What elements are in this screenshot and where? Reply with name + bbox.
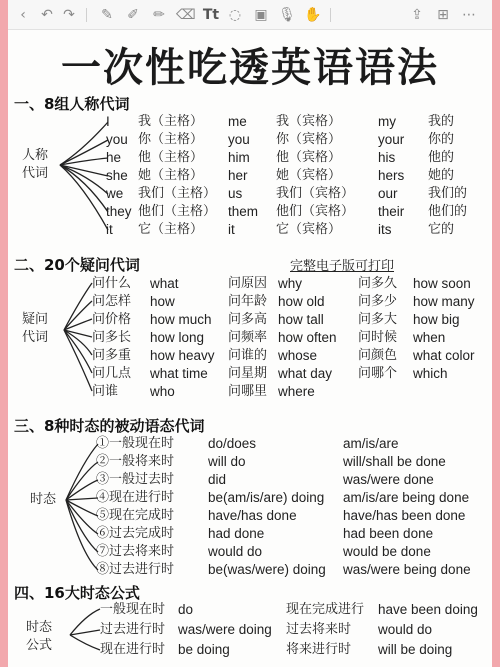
tense-name: ①一般现在时	[96, 436, 175, 451]
marker-icon[interactable]: ✏	[153, 7, 165, 23]
pronoun-object: him	[228, 150, 250, 165]
section-4-heading: 四、16大时态公式	[14, 584, 140, 602]
pronoun-possessive-meaning: 你的	[428, 132, 455, 147]
pronoun-object-meaning: 我（宾格）	[276, 114, 342, 129]
pronoun-subject-meaning: 它（主格）	[138, 222, 204, 237]
question-meaning: 问多少	[358, 294, 398, 309]
pronoun-possessive-meaning: 它的	[428, 222, 455, 237]
tense-name: ②一般将来时	[96, 454, 175, 469]
question-meaning: 问谁的	[228, 348, 268, 363]
pronoun-subject: he	[106, 150, 122, 165]
pronoun-subject: we	[106, 186, 124, 201]
pronoun-possessive-meaning: 我的	[428, 114, 455, 129]
tense-formula: was/were doing	[178, 622, 272, 637]
section-1-heading: 一、8组人称代词	[14, 95, 130, 113]
pronoun-possessive: his	[378, 150, 396, 165]
question-word: how often	[278, 330, 337, 345]
tense-formula: have been doing	[378, 602, 478, 617]
pronoun-object: it	[228, 222, 235, 237]
section-3-heading: 三、8种时态的被动语态代词	[14, 417, 205, 435]
question-word: how tall	[278, 312, 324, 327]
pronoun-possessive-meaning: 他们的	[428, 204, 468, 219]
question-word: what color	[413, 348, 475, 363]
passive-form: will/shall be done	[343, 454, 446, 469]
pronoun-object-meaning: 它（宾格）	[276, 222, 342, 237]
question-meaning: 问多大	[358, 312, 398, 327]
active-form: had done	[208, 526, 265, 541]
pronoun-subject-meaning: 我（主格）	[138, 114, 204, 129]
question-meaning: 问什么	[92, 276, 132, 291]
pronoun-subject: she	[106, 168, 128, 183]
question-meaning: 问多重	[92, 348, 132, 363]
grid-icon[interactable]: ⊞	[437, 7, 449, 23]
text-icon[interactable]: Tt	[202, 7, 220, 23]
passive-form: was/were done	[343, 472, 434, 487]
pronoun-object: you	[228, 132, 250, 147]
question-meaning: 问多高	[228, 312, 268, 327]
pronoun-possessive-meaning: 我们的	[428, 186, 468, 201]
active-form: will do	[208, 454, 246, 469]
eraser-icon[interactable]: ⌫	[176, 7, 196, 23]
question-meaning: 问怎样	[92, 294, 132, 309]
pronoun-possessive-meaning: 他的	[428, 150, 455, 165]
tense-name: ④现在进行时	[96, 490, 175, 505]
question-meaning: 问频率	[228, 330, 268, 345]
pronoun-object-meaning: 你（宾格）	[276, 132, 342, 147]
passive-form: was/were being done	[343, 562, 471, 577]
tense-formula: do	[178, 602, 194, 617]
question-word: what day	[278, 366, 333, 381]
pronoun-possessive: hers	[378, 168, 405, 183]
active-form: be(am/is/are) doing	[208, 490, 325, 505]
question-meaning: 问多长	[92, 330, 132, 345]
question-meaning: 问颜色	[358, 348, 398, 363]
tense-name: 现在完成进行	[286, 602, 365, 617]
question-word: how long	[150, 330, 205, 345]
pronoun-object-meaning: 他（宾格）	[276, 150, 342, 165]
pronoun-subject: I	[106, 114, 110, 129]
section-1-label: 代词	[22, 166, 49, 181]
pronoun-object: her	[228, 168, 248, 183]
question-meaning: 问时候	[358, 330, 398, 345]
pronoun-possessive: its	[378, 222, 392, 237]
page-title: 一次性吃透英语语法	[61, 45, 439, 91]
active-form: did	[208, 472, 227, 487]
question-word: how big	[413, 312, 460, 327]
tense-name: 过去进行时	[100, 622, 166, 637]
section-4-label: 公式	[26, 638, 53, 653]
redo-icon[interactable]: ↷	[63, 7, 75, 23]
back-icon[interactable]: ‹	[20, 7, 26, 23]
pronoun-object: them	[228, 204, 259, 219]
tense-name: ⑤现在完成时	[96, 508, 175, 523]
pronoun-subject-meaning: 你（主格）	[138, 132, 204, 147]
section-3-label: 时态	[30, 492, 57, 507]
question-meaning: 问星期	[228, 366, 268, 381]
active-form: be(was/were) doing	[208, 562, 326, 577]
tense-name: ⑥过去完成时	[96, 526, 175, 541]
tense-name: 将来进行时	[286, 642, 352, 657]
hand-icon[interactable]: ✋	[304, 7, 322, 23]
section-2-heading: 二、20个疑问代词	[14, 256, 140, 274]
tense-name: 一般现在时	[100, 602, 166, 617]
lasso-icon[interactable]: ◌	[228, 7, 242, 23]
section-2-label: 疑问	[22, 312, 49, 327]
question-meaning: 问哪个	[358, 366, 398, 381]
tense-formula: be doing	[178, 642, 230, 657]
passive-form: would be done	[343, 544, 431, 559]
tense-name: ③一般过去时	[96, 472, 175, 487]
question-meaning: 问年龄	[228, 294, 268, 309]
highlighter-icon[interactable]: ✐	[127, 7, 139, 23]
tense-name: 过去将来时	[286, 622, 352, 637]
tense-name: 现在进行时	[100, 642, 166, 657]
question-meaning: 问谁	[92, 384, 119, 399]
question-word: where	[278, 384, 315, 399]
pronoun-possessive: our	[378, 186, 398, 201]
question-word: what time	[150, 366, 208, 381]
question-meaning: 问几点	[92, 366, 132, 381]
question-word: whose	[278, 348, 318, 363]
passive-form: am/is/are being done	[343, 490, 470, 505]
pronoun-subject-meaning: 他们（主格）	[138, 204, 217, 219]
tense-formula: would do	[378, 622, 433, 637]
pronoun-object: us	[228, 186, 243, 201]
question-meaning: 问原因	[228, 276, 268, 291]
section-4-label: 时态	[26, 620, 53, 635]
pronoun-subject-meaning: 我们（主格）	[138, 186, 217, 201]
pronoun-subject-meaning: 他（主格）	[138, 150, 204, 165]
question-word: when	[413, 330, 446, 345]
active-form: have/has done	[208, 508, 297, 523]
passive-form: had been done	[343, 526, 434, 541]
question-word: how heavy	[150, 348, 215, 363]
pronoun-possessive: my	[378, 114, 396, 129]
question-meaning: 问哪里	[228, 384, 268, 399]
share-icon[interactable]: ⇪	[411, 7, 423, 23]
pronoun-subject: you	[106, 132, 128, 147]
image-icon[interactable]: ▣	[254, 7, 268, 23]
active-form: do/does	[208, 436, 257, 451]
tense-name: ⑦过去将来时	[96, 544, 175, 559]
question-word: how	[150, 294, 175, 309]
question-word: how soon	[413, 276, 471, 291]
passive-form: am/is/are	[343, 436, 399, 451]
pronoun-possessive-meaning: 她的	[428, 168, 455, 183]
pronoun-object-meaning: 我们（宾格）	[276, 186, 355, 201]
tense-formula: will be doing	[378, 642, 453, 657]
question-meaning: 问价格	[92, 312, 132, 327]
pronoun-subject: it	[106, 222, 113, 237]
question-word: what	[150, 276, 179, 291]
tense-name: ⑧过去进行时	[96, 562, 175, 577]
question-meaning: 问多久	[358, 276, 398, 291]
question-word: how many	[413, 294, 475, 309]
section-1-label: 人称	[22, 148, 49, 163]
pronoun-subject: they	[106, 204, 132, 219]
mic-icon[interactable]: 🎙	[278, 7, 296, 23]
more-icon[interactable]: ⋯	[462, 7, 476, 23]
question-word: which	[413, 366, 448, 381]
pronoun-object-meaning: 她（宾格）	[276, 168, 342, 183]
question-word: why	[278, 276, 303, 291]
pronoun-object: me	[228, 114, 247, 129]
pronoun-possessive: their	[378, 204, 405, 219]
pen-icon[interactable]: ✎	[101, 7, 113, 23]
pronoun-possessive: your	[378, 132, 405, 147]
pronoun-subject-meaning: 她（主格）	[138, 168, 204, 183]
printable-note: 完整电子版可打印	[290, 259, 395, 274]
active-form: would do	[208, 544, 263, 559]
section-2-label: 代词	[22, 330, 49, 345]
question-word: who	[150, 384, 175, 399]
note-page	[8, 0, 492, 667]
passive-form: have/has been done	[343, 508, 466, 523]
pronoun-object-meaning: 他们（宾格）	[276, 204, 355, 219]
undo-icon[interactable]: ↶	[41, 7, 53, 23]
question-word: how old	[278, 294, 325, 309]
question-word: how much	[150, 312, 212, 327]
